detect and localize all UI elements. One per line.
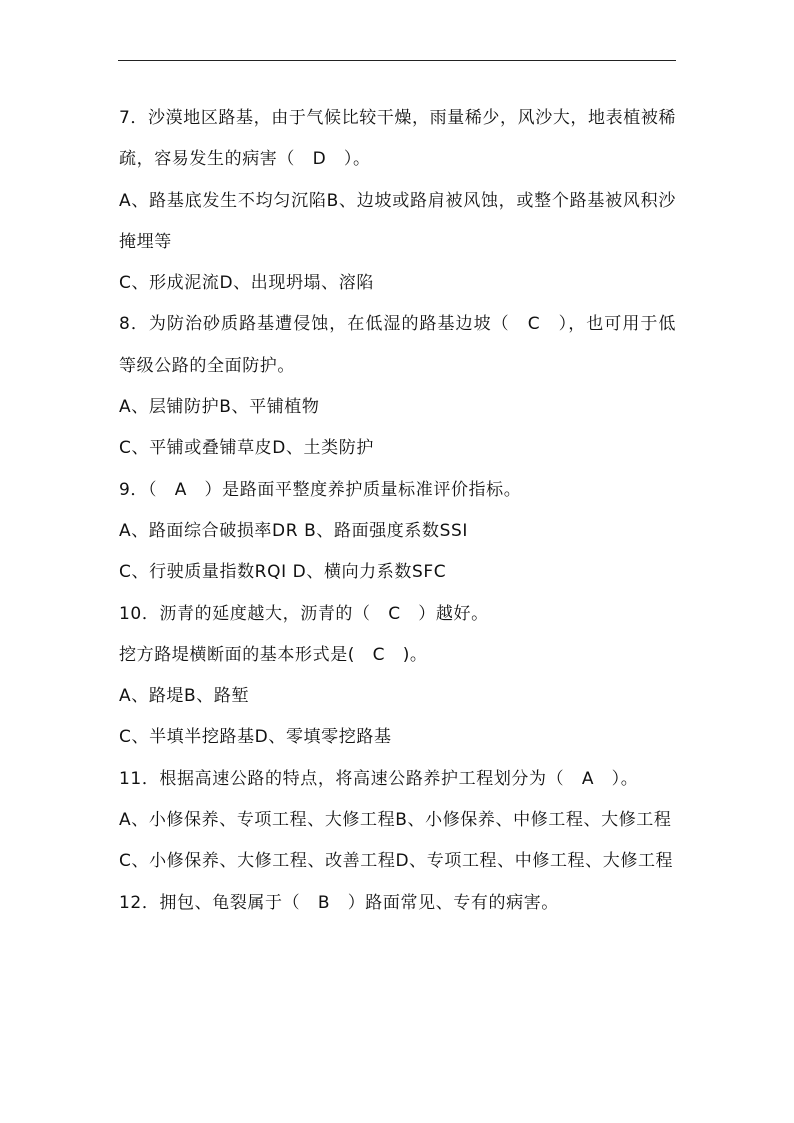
question-11-options-ab: A、小修保养、专项工程、大修工程B、小修保养、中修工程、大修工程 (119, 810, 672, 831)
header-rule (118, 60, 676, 61)
question-11: 11．根据高速公路的特点，将高速公路养护工程划分为（ A ）。 (119, 768, 639, 789)
question-8: 8．为防治砂质路基遭侵蚀，在低湿的路基边坡（ C ），也可用于低等级公路的全面防护。 (119, 314, 676, 376)
question-10b-options-cd: C、半填半挖路基D、零填零挖路基 (119, 727, 392, 748)
question-7-options-cd: C、形成泥流D、出现坍塌、溶陷 (119, 273, 374, 294)
question-11-options-cd: C、小修保养、大修工程、改善工程D、专项工程、中修工程、大修工程 (119, 851, 674, 872)
question-7: 7．沙漠地区路基，由于气候比较干燥，雨量稀少，风沙大，地表植被稀疏，容易发生的病害（ D ）。 (119, 108, 677, 170)
question-12: 12．拥包、龟裂属于（ B ）路面常见、专有的病害。 (119, 892, 559, 913)
document-body (119, 98, 676, 924)
question-10b-options-ab: A、路堤B、路堑 (119, 686, 250, 707)
question-10b: 挖方路堤横断面的基本形式是( C )。 (119, 644, 428, 665)
question-9-options-cd: C、行驶质量指数RQI D、横向力系数SFC (119, 562, 447, 583)
question-8-options-ab: A、层铺防护B、平铺植物 (119, 397, 320, 418)
question-10: 10．沥青的延度越大，沥青的（ C ）越好。 (119, 603, 489, 624)
question-8-options-cd: C、平铺或叠铺草皮D、土类防护 (119, 438, 374, 459)
question-9-options-ab: A、路面综合破损率DR B、路面强度系数SSI (119, 520, 468, 541)
question-9: 9．（ A ）是路面平整度养护质量标准评价指标。 (119, 479, 522, 500)
question-7-options-ab: A、路基底发生不均匀沉陷B、边坡或路肩被风蚀，或整个路基被风积沙掩埋等 (119, 190, 676, 252)
